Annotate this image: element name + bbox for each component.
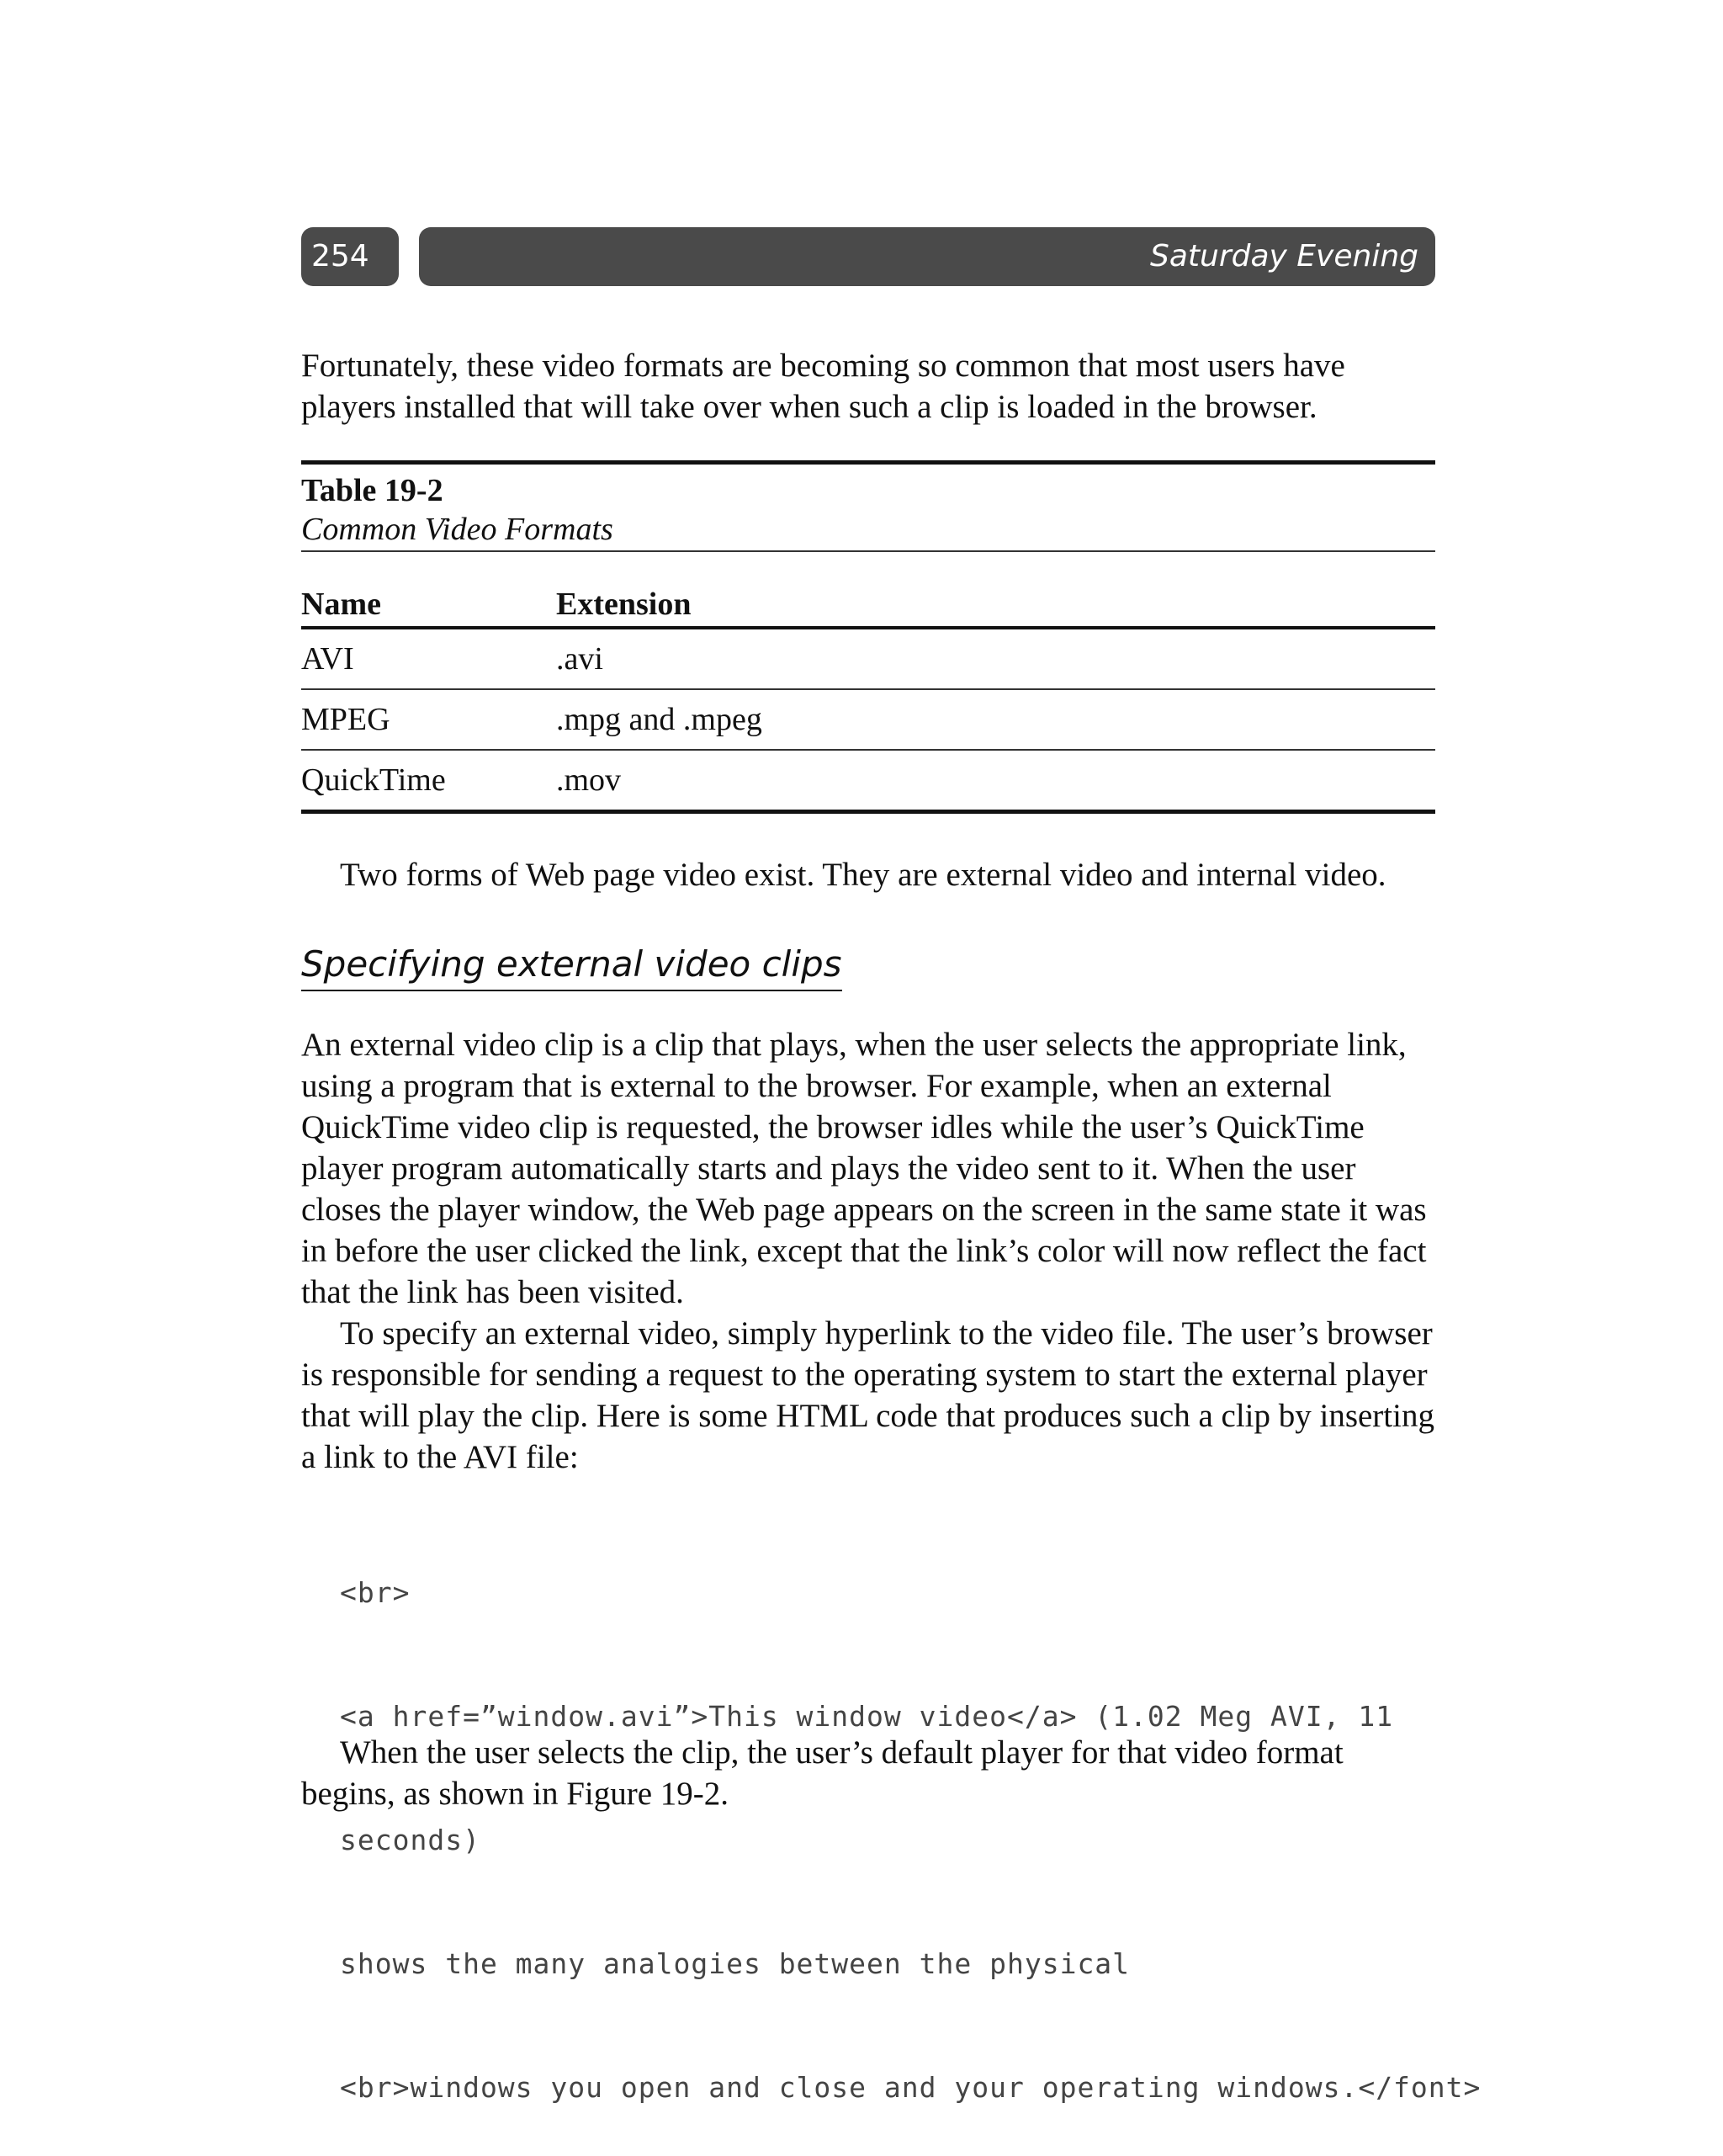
caption-rule	[301, 550, 1435, 552]
code-line: <br>	[340, 1576, 411, 1609]
video-formats-table	[301, 460, 1435, 814]
code-line: seconds)	[340, 1824, 480, 1856]
section-title: Saturday Evening	[419, 227, 1435, 286]
closing-paragraph: When the user selects the clip, the user’s default player for that video format begins, as shown in Figure 19-2.	[301, 1734, 1344, 1812]
table-row	[301, 751, 1435, 810]
external-video-paragraph: An external video clip is a clip that plays, when the user selects the appropriate link, using a program that is external to the browser. For example, when an external QuickTime video clip is requested, the browser idles while the user’s QuickTime player program automatically starts and plays the video sent to it. When the user closes the player window, the Web page appears on the screen in the same state it was in before the user clicked the link, except that the link’s color will now reflect the fact that the link has been visited.	[301, 1027, 1427, 1310]
page-number: 254	[301, 227, 399, 286]
cell-name: AVI	[301, 641, 354, 677]
column-header-extension: Extension	[556, 587, 692, 622]
running-header	[301, 227, 1435, 286]
table-row	[301, 629, 1435, 688]
table-header-row	[301, 571, 1435, 626]
column-header-name: Name	[301, 587, 381, 622]
forms-paragraph: Two forms of Web page video exist. They are external video and internal video.	[340, 857, 1386, 893]
cell-name: QuickTime	[301, 762, 446, 798]
table-label: Table 19-2	[301, 473, 443, 508]
table-caption: Common Video Formats	[301, 512, 613, 547]
cell-extension: .avi	[556, 641, 603, 677]
table-top-rule	[301, 460, 1435, 465]
cell-extension: .mpg and .mpeg	[556, 702, 762, 737]
cell-extension: .mov	[556, 762, 622, 798]
section-heading: Specifying external video clips	[301, 941, 842, 991]
cell-name: MPEG	[301, 702, 390, 737]
intro-paragraph: Fortunately, these video formats are becoming so common that most users have players installed that will take over when such a clip is loaded in the browser.	[301, 348, 1345, 425]
specify-paragraph: To specify an external video, simply hyperlink to the video file. The user’s browser is responsible for sending a request to the operating system to start the external player that will play the clip. Here is some HTML code that produces such a clip by inserting a link to the AVI file:	[301, 1315, 1434, 1475]
table-row	[301, 690, 1435, 749]
code-line: <br>windows you open and close and your operating windows.</font>	[340, 2071, 1482, 2104]
code-block	[340, 1490, 1481, 2149]
code-line: shows the many analogies between the physical	[340, 1947, 1131, 1980]
table-bottom-rule	[301, 810, 1435, 814]
code-line: <a href=”window.avi”>This window video</a> (1.02 Meg AVI, 11	[340, 1700, 1394, 1733]
